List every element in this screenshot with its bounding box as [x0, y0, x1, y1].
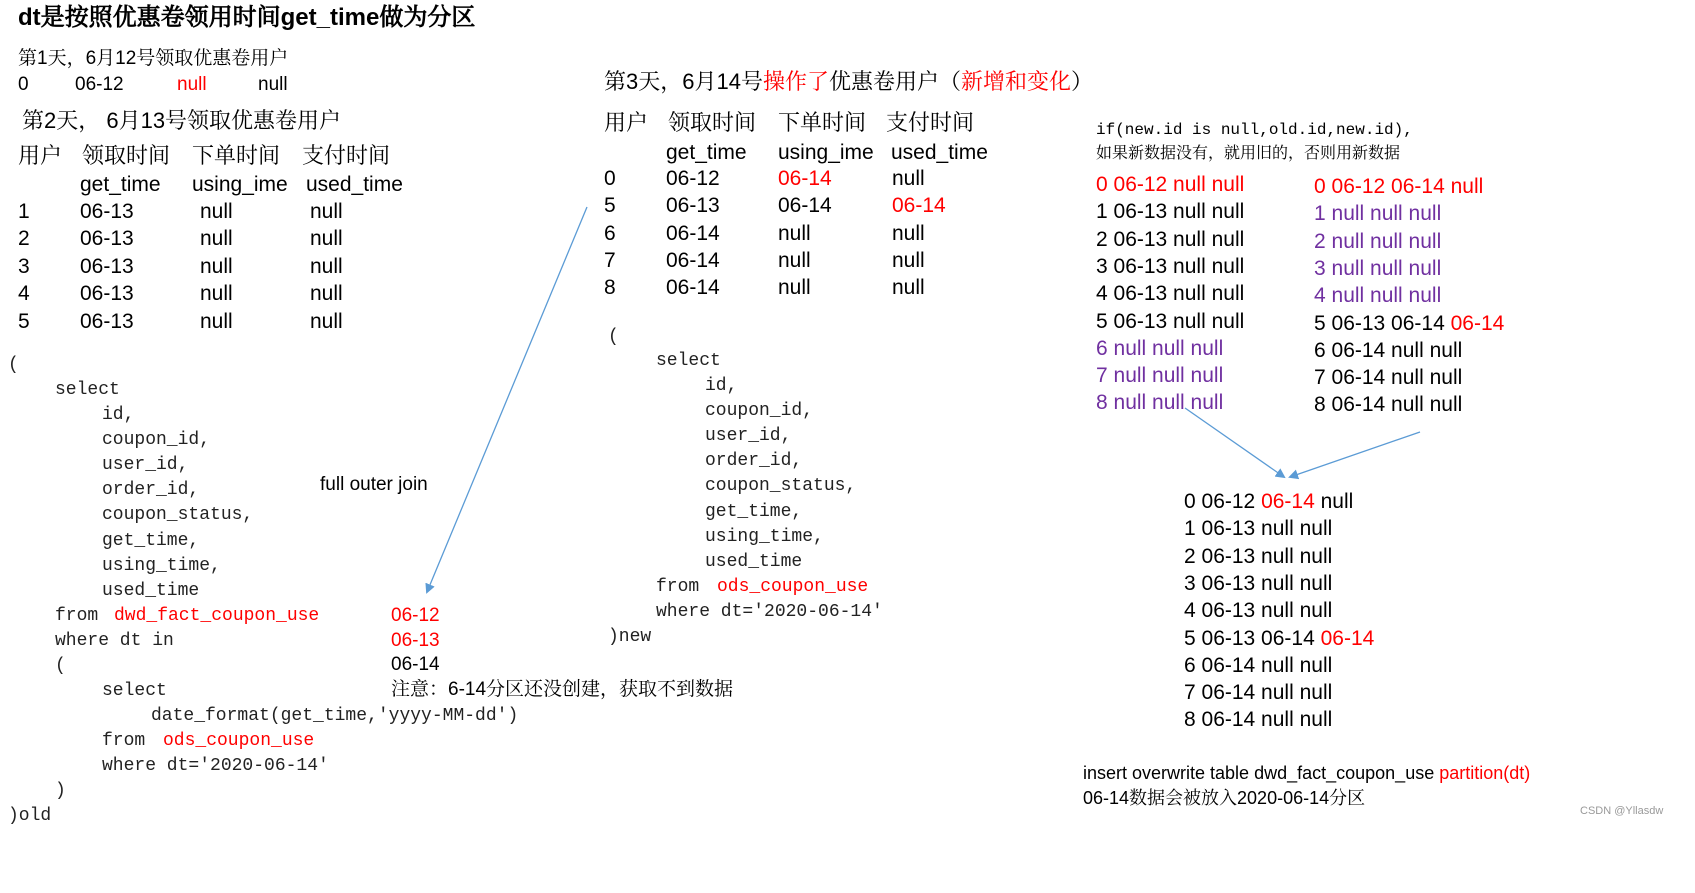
if-expression: if(new.id is null,old.id,new.id), — [1096, 121, 1413, 139]
new-sql-column: coupon_status, — [705, 476, 857, 497]
day2-cell: null — [310, 309, 343, 333]
new-sql-column: user_id, — [705, 426, 792, 447]
old-sql-column: get_time, — [102, 530, 200, 551]
day2-cell: null — [200, 200, 233, 223]
day3-cell: null — [778, 221, 811, 245]
result-row-segment: 2 06-13 null null — [1184, 544, 1333, 568]
right-merge-row-segment: 2 null null null — [1314, 229, 1442, 253]
arrow-new-to-old — [427, 207, 587, 592]
arrow-right-to-result — [1290, 432, 1420, 477]
old-sql-column: user_id, — [102, 455, 189, 476]
day2-subheader: get_time — [80, 173, 161, 196]
day3-cell: null — [892, 276, 925, 300]
left-merge-row-segment: 2 06-13 null null — [1096, 227, 1245, 251]
day2-header: 领取时间 — [82, 143, 171, 168]
right-merge-row-segment: 3 null null null — [1314, 256, 1442, 280]
day3-heading: 第3天，6月14号操作了优惠卷用户（新增和变化） — [604, 69, 1094, 94]
day2-cell: null — [200, 227, 233, 251]
day1-cell: null — [177, 74, 207, 95]
old-sql-column: used_time — [102, 580, 200, 601]
insert-statement: insert overwrite table dwd_fact_coupon_use partition(dt) — [1083, 763, 1531, 783]
result-row-segment: 5 06-13 06-14 — [1184, 626, 1321, 650]
day2-cell: null — [310, 227, 343, 251]
old-sql-where: where dt in — [55, 631, 174, 651]
day3-subheader: used_time — [891, 141, 988, 164]
day3-cell: 06-12 — [666, 167, 720, 190]
old-sql-sub-where: where dt='2020-06-14' — [102, 756, 329, 776]
day3-subheader: using_ime — [778, 141, 874, 164]
day3-cell: 8 — [604, 276, 616, 300]
new-sql-column: id, — [705, 376, 738, 396]
day2-cell: 06-13 — [80, 254, 134, 278]
new-sql-select: select — [656, 351, 721, 371]
day2-cell: 4 — [18, 282, 30, 306]
old-sql-close: )old — [8, 806, 52, 826]
partition-note: 注意：6-14分区还没创建，获取不到数据 — [391, 679, 734, 700]
day3-cell: 6 — [604, 221, 616, 245]
left-merge-row-segment: 6 null null null — [1096, 336, 1224, 360]
new-sql-close: )new — [608, 627, 652, 647]
partition-label: 06-14 — [391, 654, 440, 675]
result-row-segment: 3 06-13 null null — [1184, 571, 1333, 595]
old-sql-sub-from-table: ods_coupon_use — [163, 731, 315, 751]
day2-cell: 06-13 — [80, 200, 134, 223]
new-sql-column: order_id, — [705, 451, 803, 472]
new-sql-column: using_time, — [705, 526, 824, 547]
result-row-segment: 8 06-14 null null — [1184, 708, 1333, 732]
if-note: 如果新数据没有，就用旧的，否则用新数据 — [1096, 145, 1401, 162]
insert-note: 06-14数据会被放入2020-06-14分区 — [1083, 788, 1366, 808]
new-sql-from-table: ods_coupon_use — [717, 577, 869, 597]
day3-cell: 06-14 — [778, 167, 832, 190]
result-row-segment: 06-14 — [1320, 626, 1375, 650]
right-merge-row-segment: 8 06-14 null null — [1314, 393, 1463, 417]
old-sql-column: coupon_status, — [102, 505, 254, 526]
old-sql-column: id, — [102, 405, 135, 425]
day2-cell: 06-13 — [80, 227, 134, 251]
day2-cell: null — [200, 309, 233, 333]
result-row-segment: 6 06-14 null null — [1184, 653, 1333, 677]
day1-cell: 0 — [18, 74, 29, 95]
partition-label: 06-13 — [391, 630, 440, 651]
day3-cell: null — [892, 221, 925, 245]
old-sql-sub-expr: date_format(get_time,'yyyy-MM-dd') — [151, 706, 519, 726]
day2-header: 用户 — [18, 143, 63, 168]
right-merge-row-segment: 06-14 — [1450, 311, 1505, 335]
day2-cell: 3 — [18, 254, 30, 278]
old-sql-column: using_time, — [102, 555, 221, 576]
old-sql-open: ( — [8, 355, 19, 375]
new-sql-column: used_time — [705, 551, 803, 572]
day3-header: 领取时间 — [668, 110, 757, 135]
new-sql-where: where dt='2020-06-14' — [656, 602, 883, 622]
left-merge-row-segment: 0 06-12 null null — [1096, 173, 1245, 196]
result-row-segment: 0 06-12 — [1184, 490, 1262, 513]
right-merge-row-segment: 6 06-14 null null — [1314, 338, 1463, 362]
day3-cell: null — [892, 248, 925, 272]
day3-cell: 5 — [604, 194, 616, 218]
right-merge-row-segment: 5 06-13 06-14 — [1314, 311, 1451, 335]
old-sql-select: select — [55, 380, 120, 400]
right-merge-row-segment: 4 null null null — [1314, 284, 1442, 308]
old-sql-sub-open: ( — [55, 656, 66, 676]
old-sql-from-kw: from — [55, 606, 99, 626]
day3-header: 支付时间 — [886, 110, 975, 135]
left-merge-row-segment: 7 null null null — [1096, 364, 1224, 388]
day3-cell: null — [778, 276, 811, 300]
day3-cell: 06-14 — [666, 248, 720, 272]
day2-cell: null — [310, 200, 343, 223]
day2-cell: null — [200, 254, 233, 278]
day1-heading: 第1天，6月12号领取优惠卷用户 — [18, 48, 289, 69]
day2-cell: 06-13 — [80, 282, 134, 306]
result-row-segment: 7 06-14 null null — [1184, 681, 1333, 705]
new-sql-from-kw: from — [656, 577, 700, 597]
left-merge-row-segment: 1 06-13 null null — [1096, 200, 1245, 224]
result-row-segment: 4 06-13 null null — [1184, 599, 1333, 623]
day3-cell: 06-14 — [892, 194, 946, 218]
new-sql-column: coupon_id, — [705, 401, 814, 422]
day3-subheader: get_time — [666, 141, 747, 164]
day2-cell: 1 — [18, 200, 30, 223]
day3-header: 下单时间 — [778, 110, 867, 135]
old-sql-column: order_id, — [102, 480, 200, 501]
result-row-segment: 06-14 — [1261, 490, 1315, 513]
day1-cell: null — [258, 74, 288, 95]
day2-header: 下单时间 — [192, 143, 281, 168]
left-merge-row-segment: 3 06-13 null null — [1096, 254, 1245, 278]
day2-cell: 2 — [18, 227, 30, 251]
day3-cell: 7 — [604, 248, 616, 272]
day3-cell: 06-14 — [778, 194, 832, 218]
old-sql-sub-select: select — [102, 681, 167, 701]
day3-cell: 06-14 — [666, 276, 720, 300]
day2-heading: 第2天， 6月13号领取优惠卷用户 — [22, 108, 342, 133]
old-sql-sub-from-kw: from — [102, 731, 146, 751]
day3-cell: 06-13 — [666, 194, 720, 218]
new-sql-column: get_time, — [705, 501, 803, 522]
result-row-segment: null — [1314, 490, 1354, 513]
day3-cell: null — [778, 248, 811, 272]
left-merge-row-segment: 5 06-13 null null — [1096, 309, 1245, 333]
day2-header: 支付时间 — [302, 143, 391, 168]
old-sql-column: coupon_id, — [102, 430, 211, 451]
day3-cell: 06-14 — [666, 221, 720, 245]
day2-subheader: used_time — [306, 173, 403, 196]
day3-header: 用户 — [604, 110, 649, 135]
day2-cell: 06-13 — [80, 309, 134, 333]
left-merge-row-segment: 8 null null null — [1096, 391, 1224, 415]
day2-cell: null — [310, 254, 343, 278]
day3-cell: 0 — [604, 167, 616, 190]
old-sql-from-table: dwd_fact_coupon_use — [114, 606, 320, 626]
day2-subheader: using_ime — [192, 173, 288, 196]
day2-cell: 5 — [18, 309, 30, 333]
day3-cell: null — [892, 167, 925, 190]
day2-cell: null — [200, 282, 233, 306]
arrow-left-to-result — [1185, 408, 1284, 477]
day1-cell: 06-12 — [75, 74, 124, 95]
new-sql-open: ( — [608, 327, 619, 347]
old-sql-sub-close: ) — [55, 781, 66, 801]
join-label: full outer join — [320, 474, 428, 495]
page-title: dt是按照优惠卷领用时间get_time做为分区 — [18, 4, 476, 31]
left-merge-row-segment: 4 06-13 null null — [1096, 282, 1245, 306]
result-row-segment: 1 06-13 null null — [1184, 517, 1333, 541]
right-merge-row-segment: 0 06-12 06-14 null — [1314, 175, 1484, 198]
partition-label: 06-12 — [391, 605, 440, 626]
right-merge-row-segment: 7 06-14 null null — [1314, 366, 1463, 390]
right-merge-row-segment: 1 null null null — [1314, 202, 1442, 226]
watermark: CSDN @Yllasdw — [1580, 805, 1664, 817]
day2-cell: null — [310, 282, 343, 306]
